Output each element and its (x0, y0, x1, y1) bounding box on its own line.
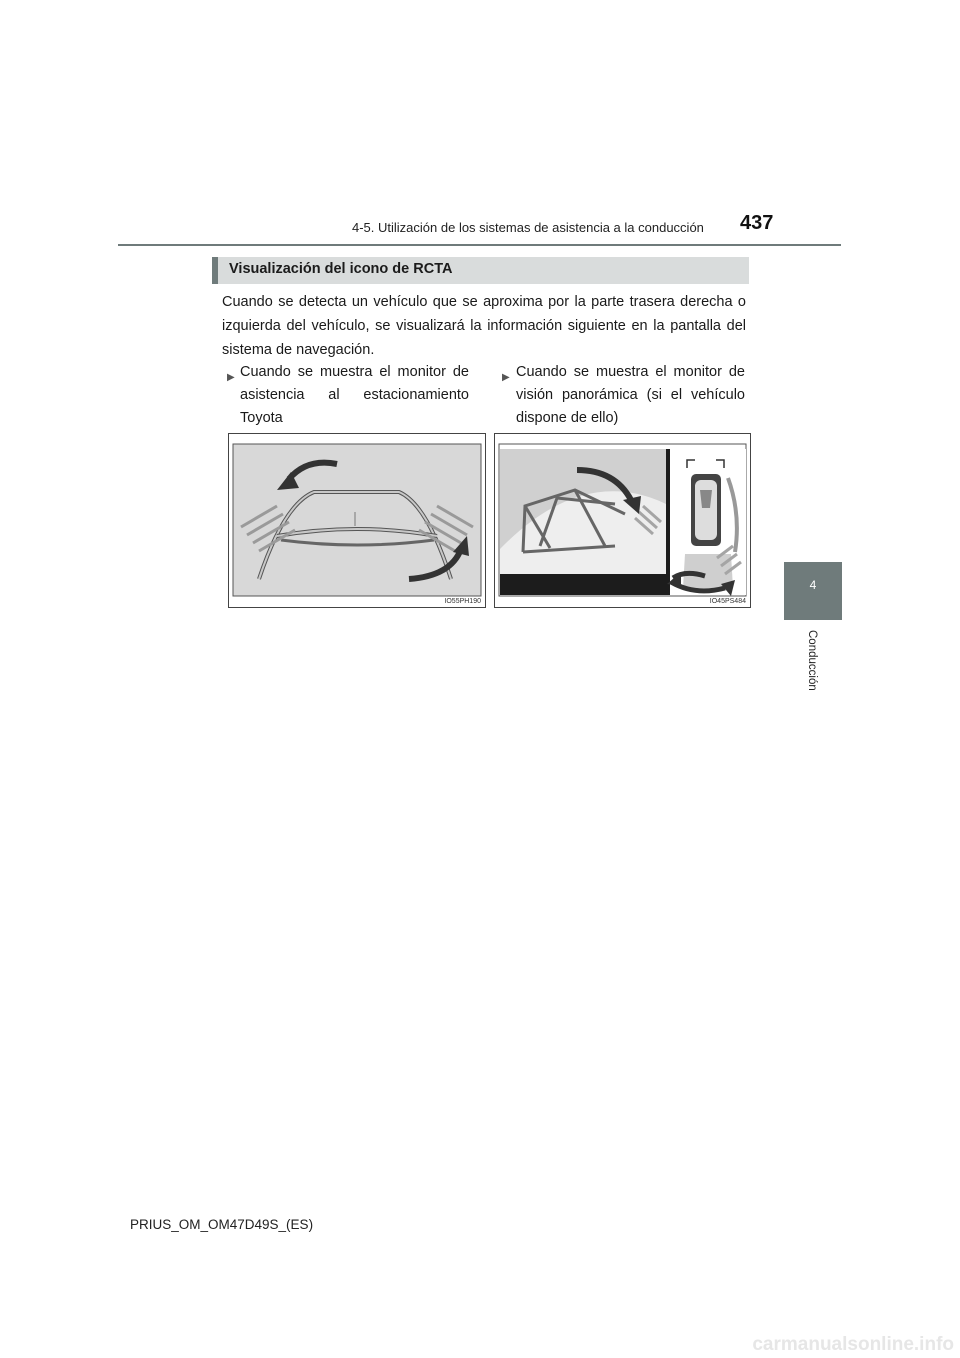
bullet-panoramic-view: Cuando se muestra el monitor de visión panorámica (si el vehículo dispone de ello) (516, 364, 745, 426)
figure-code: IO45PS484 (709, 598, 746, 605)
figure-panoramic-view (494, 433, 751, 608)
figure-parking-assist (228, 433, 486, 608)
chapter-label: Conducción (806, 630, 818, 691)
chapter-side (784, 620, 842, 690)
page-number: 437 (740, 212, 774, 234)
section-heading-text: Visualización del icono de RCTA (229, 261, 453, 277)
section-heading (212, 257, 749, 284)
bullet-arrow-icon: ▶ (227, 372, 235, 383)
panoramic-view-illustration (495, 434, 750, 607)
header-rule (118, 244, 841, 246)
watermark[interactable]: carmanualsonline.info (752, 1334, 954, 1355)
header-section-title: 4-5. Utilización de los sistemas de asistencia a la conducción (352, 220, 704, 235)
figure-code: IO55PH190 (444, 598, 481, 605)
bullet-arrow-icon: ▶ (502, 372, 510, 383)
chapter-tab (784, 562, 842, 620)
bullet-parking-assist: Cuando se muestra el monitor de asistencia al estacionamiento Toyota (240, 364, 469, 426)
parking-assist-illustration (229, 434, 485, 607)
footer-doc-code: PRIUS_OM_OM47D49S_(ES) (130, 1217, 314, 1232)
chapter-number: 4 (809, 578, 817, 592)
intro-paragraph: Cuando se detecta un vehículo que se aproxima por la parte trasera derecha o izquierda del vehículo, se visualizará la información siguiente en la pantalla del sistema de navegación. (222, 294, 746, 358)
